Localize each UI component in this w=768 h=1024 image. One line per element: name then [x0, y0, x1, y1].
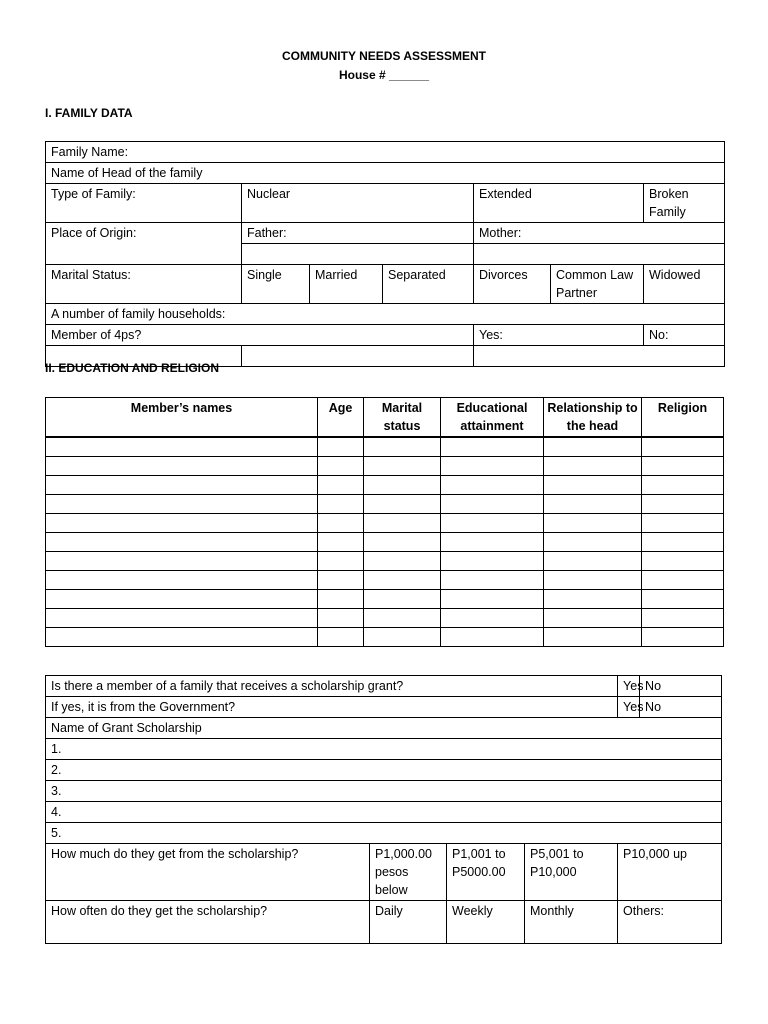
member-cell[interactable] [441, 628, 544, 647]
member-4ps-no[interactable]: No: [644, 325, 725, 346]
member-cell[interactable] [318, 476, 364, 495]
member-cell[interactable] [318, 495, 364, 514]
member-cell[interactable] [46, 495, 318, 514]
scholarship-receive-no[interactable]: No [640, 676, 722, 697]
member-cell[interactable] [544, 552, 642, 571]
column-header-age: Age [318, 398, 364, 438]
scholarship-government-yes[interactable]: Yes [618, 697, 640, 718]
member-cell[interactable] [642, 457, 724, 476]
member-row [46, 533, 724, 552]
member-row [46, 495, 724, 514]
house-number-field[interactable]: House # ______ [338, 68, 430, 82]
member-cell[interactable] [46, 533, 318, 552]
member-cell[interactable] [642, 533, 724, 552]
scholarship-question-receive: Is there a member of a family that receives a scholarship grant? [46, 676, 618, 697]
member-cell[interactable] [642, 609, 724, 628]
origin-mother-field[interactable]: Mother: [474, 223, 725, 244]
member-cell[interactable] [364, 437, 441, 457]
member-cell[interactable] [642, 437, 724, 457]
member-cell[interactable] [441, 514, 544, 533]
member-cell[interactable] [364, 609, 441, 628]
scholarship-frequency-question: How often do they get the scholarship? [46, 901, 370, 944]
scholarship-table [45, 675, 722, 944]
member-cell[interactable] [544, 437, 642, 457]
member-cell[interactable] [318, 533, 364, 552]
head-of-family-field[interactable]: Name of Head of the family [46, 163, 725, 184]
grant-entry-row[interactable]: 1. [46, 739, 722, 760]
member-cell[interactable] [318, 628, 364, 647]
member-cell[interactable] [46, 590, 318, 609]
frequency-option-daily[interactable]: Daily [370, 901, 447, 944]
member-cell[interactable] [642, 571, 724, 590]
member-cell[interactable] [642, 495, 724, 514]
member-cell[interactable] [318, 514, 364, 533]
section-heading-education: II. EDUCATION AND RELIGION [45, 361, 219, 375]
scholarship-receive-yes[interactable]: Yes [618, 676, 640, 697]
member-row [46, 476, 724, 495]
member-cell[interactable] [364, 628, 441, 647]
marital-separated-option[interactable]: Separated [383, 265, 474, 304]
scholarship-question-government: If yes, it is from the Government? [46, 697, 618, 718]
family-name-field[interactable]: Family Name: [46, 142, 725, 163]
member-cell[interactable] [544, 495, 642, 514]
member-row [46, 609, 724, 628]
education-religion-table [45, 397, 724, 647]
amount-option-3[interactable]: P5,001 to P10,000 [525, 844, 618, 901]
marital-widowed-option[interactable]: Widowed [644, 265, 725, 304]
member-cell[interactable] [318, 437, 364, 457]
column-header-relationship: Relationship to the head [544, 398, 642, 438]
column-header-names: Member’s names [46, 398, 318, 438]
amount-option-2[interactable]: P1,001 to P5000.00 [447, 844, 525, 901]
member-cell[interactable] [544, 628, 642, 647]
member-cell[interactable] [364, 571, 441, 590]
member-cell[interactable] [364, 533, 441, 552]
grant-entry-row[interactable]: 3. [46, 781, 722, 802]
origin-father-blank[interactable] [242, 244, 474, 265]
origin-mother-blank[interactable] [474, 244, 725, 265]
member-cell[interactable] [441, 590, 544, 609]
type-extended-option[interactable]: Extended [474, 184, 644, 223]
member-cell[interactable] [544, 571, 642, 590]
member-row [46, 457, 724, 476]
frequency-option-weekly[interactable]: Weekly [447, 901, 525, 944]
column-header-educational-attainment: Educational attainment [441, 398, 544, 438]
amount-option-4[interactable]: P10,000 up [618, 844, 722, 901]
member-cell[interactable] [364, 476, 441, 495]
member-cell[interactable] [46, 552, 318, 571]
section-heading-family-data: I. FAMILY DATA [45, 106, 133, 120]
amount-option-1[interactable]: P1,000.00 pesos below [370, 844, 447, 901]
member-row [46, 514, 724, 533]
member-cell[interactable] [544, 609, 642, 628]
member-cell[interactable] [544, 476, 642, 495]
page-title: COMMUNITY NEEDS ASSESSMENT [281, 49, 487, 63]
member-cell[interactable] [46, 514, 318, 533]
member-cell[interactable] [441, 552, 544, 571]
marital-common-law-option[interactable]: Common Law Partner [551, 265, 644, 304]
member-cell[interactable] [46, 437, 318, 457]
blank-cell[interactable] [474, 346, 725, 367]
marital-married-option[interactable]: Married [310, 265, 383, 304]
member-cell[interactable] [642, 628, 724, 647]
member-cell[interactable] [364, 552, 441, 571]
frequency-option-others[interactable]: Others: [618, 901, 722, 944]
households-field[interactable]: A number of family households: [46, 304, 725, 325]
scholarship-government-no[interactable]: No [640, 697, 722, 718]
grant-name-label: Name of Grant Scholarship [46, 718, 722, 739]
member-cell[interactable] [46, 628, 318, 647]
member-row [46, 437, 724, 457]
member-row [46, 590, 724, 609]
member-cell[interactable] [544, 590, 642, 609]
member-cell[interactable] [318, 457, 364, 476]
place-of-origin-label: Place of Origin: [46, 223, 242, 265]
column-header-religion: Religion [642, 398, 724, 438]
member-cell[interactable] [642, 552, 724, 571]
member-cell[interactable] [544, 457, 642, 476]
column-header-marital-status: Marital status [364, 398, 441, 438]
member-cell[interactable] [46, 457, 318, 476]
grant-entry-row[interactable]: 2. [46, 760, 722, 781]
marital-single-option[interactable]: Single [242, 265, 310, 304]
member-cell[interactable] [46, 571, 318, 590]
grant-entry-row[interactable]: 4. [46, 802, 722, 823]
member-cell[interactable] [642, 514, 724, 533]
member-cell[interactable] [441, 609, 544, 628]
member-cell[interactable] [46, 476, 318, 495]
member-cell[interactable] [544, 514, 642, 533]
blank-cell[interactable] [242, 346, 474, 367]
member-cell[interactable] [441, 571, 544, 590]
marital-status-label: Marital Status: [46, 265, 242, 304]
family-data-table [45, 141, 725, 367]
member-cell[interactable] [642, 590, 724, 609]
member-4ps-yes[interactable]: Yes: [474, 325, 644, 346]
type-of-family-label: Type of Family: [46, 184, 242, 223]
member-cell[interactable] [364, 590, 441, 609]
member-cell[interactable] [318, 552, 364, 571]
member-cell[interactable] [441, 533, 544, 552]
member-cell[interactable] [441, 437, 544, 457]
member-row [46, 628, 724, 647]
member-cell[interactable] [364, 514, 441, 533]
frequency-option-monthly[interactable]: Monthly [525, 901, 618, 944]
type-broken-option[interactable]: Broken Family [644, 184, 725, 223]
origin-father-field[interactable]: Father: [242, 223, 474, 244]
member-cell[interactable] [364, 495, 441, 514]
member-cell[interactable] [318, 571, 364, 590]
member-cell[interactable] [441, 457, 544, 476]
grant-entry-row[interactable]: 5. [46, 823, 722, 844]
member-cell[interactable] [544, 533, 642, 552]
member-cell[interactable] [642, 476, 724, 495]
member-cell[interactable] [46, 609, 318, 628]
type-nuclear-option[interactable]: Nuclear [242, 184, 474, 223]
member-cell[interactable] [441, 495, 544, 514]
member-row [46, 571, 724, 590]
member-cell[interactable] [318, 609, 364, 628]
member-cell[interactable] [364, 457, 441, 476]
member-row [46, 552, 724, 571]
member-cell[interactable] [318, 590, 364, 609]
member-4ps-label: Member of 4ps? [46, 325, 474, 346]
scholarship-amount-question: How much do they get from the scholarship? [46, 844, 370, 901]
member-cell[interactable] [441, 476, 544, 495]
marital-divorces-option[interactable]: Divorces [474, 265, 551, 304]
